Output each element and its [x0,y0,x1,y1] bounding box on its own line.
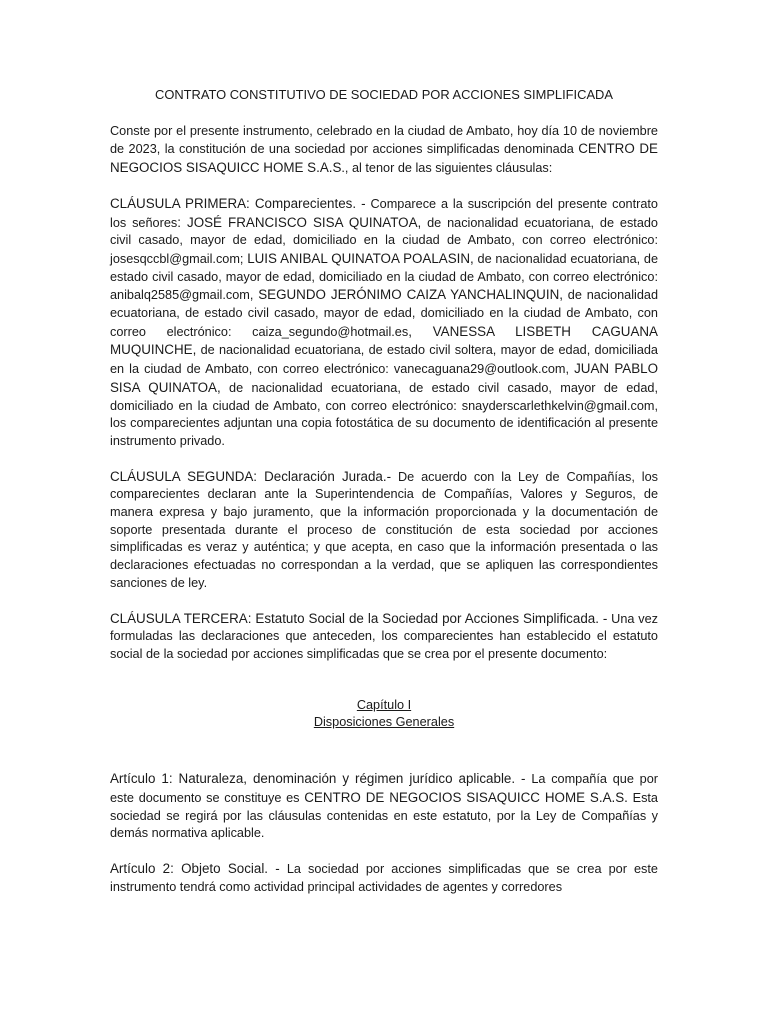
party-name: JUAN PABLO SISA QUINATOA, [110,361,658,395]
articulo-1 [110,770,658,843]
articulo-2 [110,860,658,896]
clausula-segunda [110,468,658,593]
chapter-name: Disposiciones Generales [313,715,455,730]
clausula-primera [110,195,658,451]
party-details: de nacionalidad ecuatoriana, de estado civil casado, mayor de edad, domiciliado en la ciudad de Ambato, con correo electrónico: snayderscarlethkelvin@gmail.com, los comparecientes adjuntan una copia fotostática de su documento de identificación al presente instrumento privado. [110,380,659,448]
clausula-tercera-text: Una vez formuladas las declaraciones que anteceden, los comparecientes han establecido el estatuto social de la sociedad por acciones simplificadas que se crea por el presente documento: [110,611,658,661]
party-name: SEGUNDO JERÓNIMO CAIZA YANCHALINQUIN, [258,287,563,303]
party-details: de nacionalidad ecuatoriana, de estado civil soltera, mayor de edad, domiciliada en la ciudad de Ambato, con correo electrónico: vanecaguana29@outlook.com, [110,343,658,377]
party-details: de nacionalidad ecuatoriana, de estado civil casado, mayor de edad, domiciliado en la ciudad de Ambato, con correo electrónico: caiza_segundo@hotmail.es [110,288,658,339]
chapter-number: Capítulo I [356,697,412,712]
clausula-tercera [110,610,658,664]
party-details: de nacionalidad ecuatoriana, de estado civil casado, mayor de edad, domiciliado en la ciudad de Ambato, con correo electrónico: josesqccbl@gmail.com; [110,215,658,266]
document-page [110,86,658,913]
clausula-segunda-heading: CLÁUSULA SEGUNDA: Declaración Jurada.- [110,468,392,484]
party-name: , VANESSA LISBETH CAGUANA MUQUINCHE, [110,323,658,358]
articulo-2-text: La sociedad por acciones simplificadas que se crea por este instrumento tendrá como actividad principal actividades de agentes y corredores [110,861,658,894]
articulo-1-heading: Artículo 1: Naturaleza, denominación y régimen jurídico aplicable. - [110,771,526,787]
intro-paragraph [110,123,658,178]
clausula-primera-heading: CLÁUSULA PRIMERA: Comparecientes. - [110,195,366,211]
intro-text: Conste por el presente instrumento, celebrado en la ciudad de Ambato, hoy día 10 de noviembre de 2023, la constitución de una sociedad por acciones simplificadas denominada [110,123,658,157]
clausula-primera-text: Comparece a la suscripción del presente contrato los señores [110,196,658,230]
articulo-2-heading: Artículo 2: Objeto Social. - [110,860,280,876]
articulo-1-text-end: Esta sociedad se regirá por las cláusulas contenidas en este estatuto, por la Ley de Compañías y demás normativa aplicable. [110,790,658,841]
clausula-segunda-text: De acuerdo con la Ley de Compañías, los comparecientes declaran ante la Superintendencia de Compañías, Valores y Seguros, de manera expresa y bajo juramento, que la información proporcionada y la documentación de soporte presentada durante el proceso de constitución de esta sociedad por acciones simplificadas es veraz y auténtica; y que acepta, en caso que la información presentada o las declaraciones efectuadas no correspondan a la verdad, que se apliquen las correspondientes sanciones de ley. [110,469,658,590]
chapter-heading [110,697,658,732]
company-name: CENTRO DE NEGOCIOS SISAQUICC HOME S.A.S [110,141,658,176]
clausula-tercera-heading: CLÁUSULA TERCERA: Estatuto Social de la Sociedad por Acciones Simplificada. - [110,610,608,626]
party-name: LUIS ANIBAL QUINATOA POALASIN, [247,250,474,266]
party-details: de nacionalidad ecuatoriana, de estado civil casado, mayor de edad, domiciliado en la ciudad de Ambato, con correo electrónico: anibalq2585@gmail.com, [110,251,658,303]
document-title: CONTRATO CONSTITUTIVO DE SOCIEDAD POR ACCIONES SIMPLIFICADA [155,87,613,102]
party-name: : JOSÉ FRANCISCO SISA QUINATOA, [177,214,422,230]
company-name: CENTRO DE NEGOCIOS SISAQUICC HOME S.A.S. [304,789,628,805]
intro-text-end: ., al tenor de las siguientes cláusulas: [341,161,553,176]
articulo-1-text: La compañía que por este documento se constituye es [110,772,658,805]
